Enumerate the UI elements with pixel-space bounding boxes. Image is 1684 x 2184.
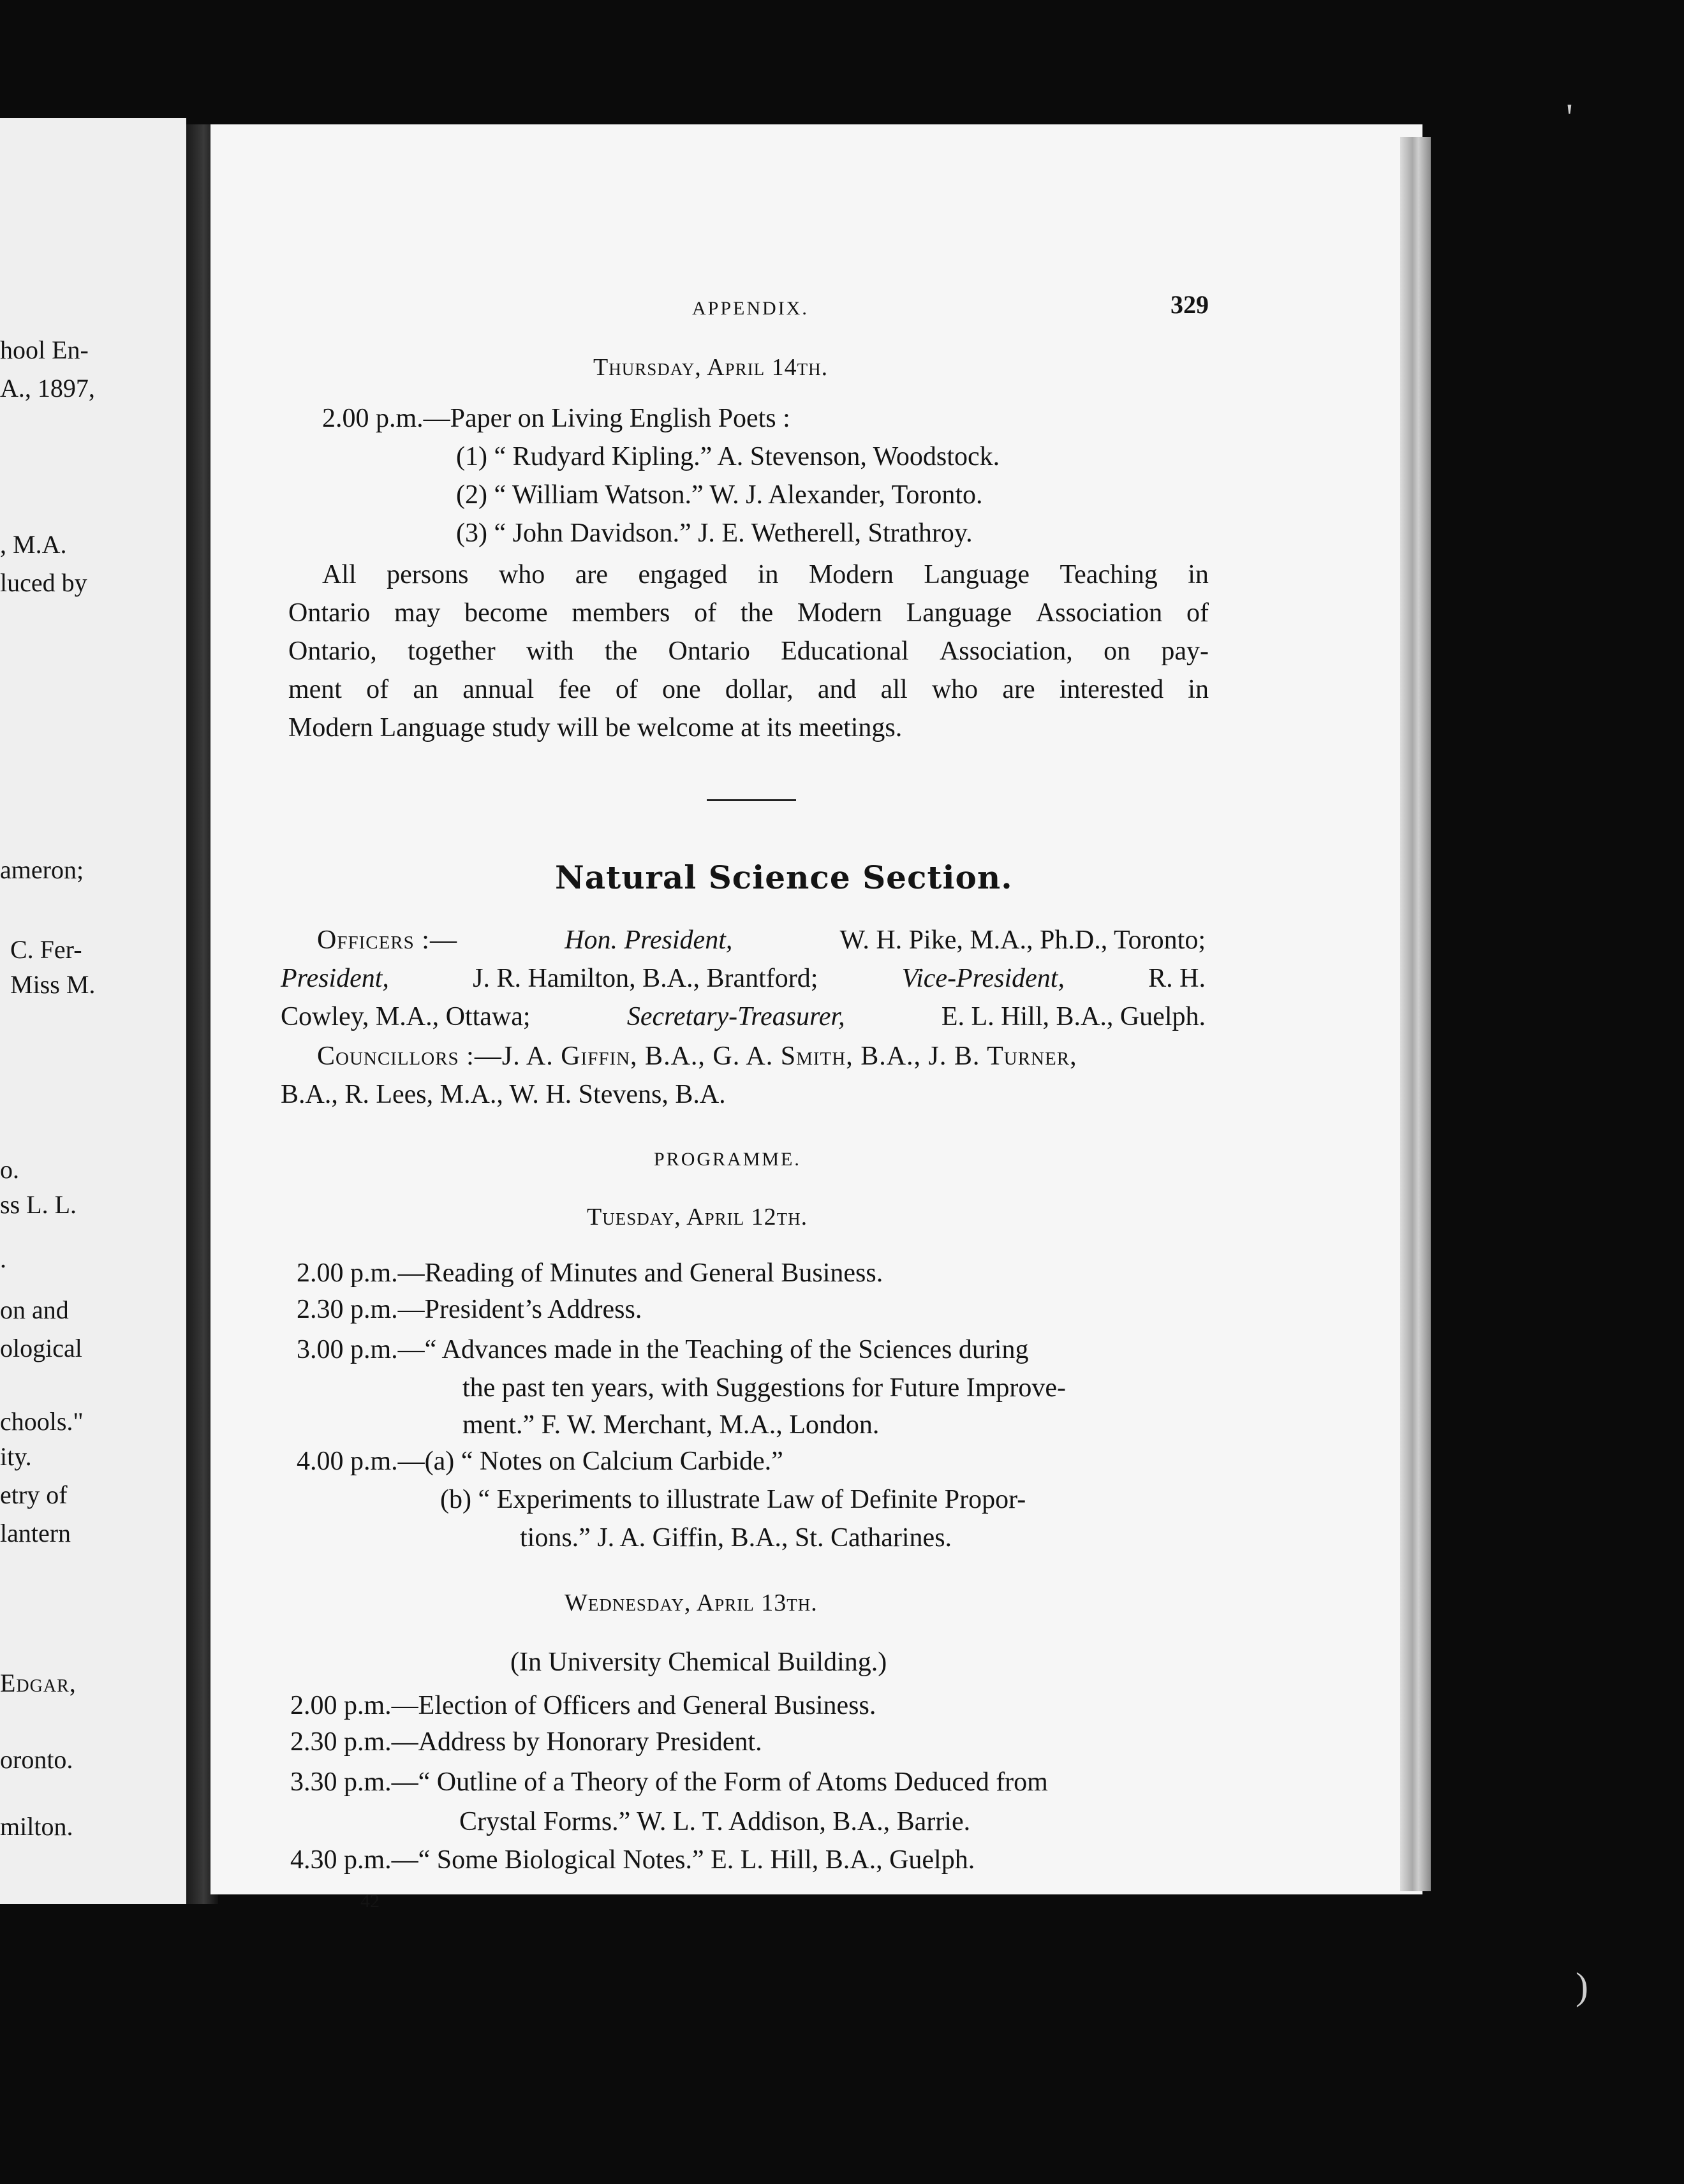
programme-line: Crystal Forms.” W. L. T. Addison, B.A., Barrie. bbox=[459, 1807, 971, 1836]
paragraph-word: Ontario, bbox=[288, 637, 377, 666]
paragraph-word: of bbox=[1186, 598, 1209, 628]
paragraph-word: in bbox=[1188, 560, 1209, 589]
paragraph-word: dollar, bbox=[725, 675, 794, 704]
paragraph-word: persons bbox=[387, 560, 469, 589]
paragraph-word: are bbox=[1002, 675, 1035, 704]
tuesday-heading: Tuesday, April 12th. bbox=[587, 1204, 808, 1230]
officers-line bbox=[317, 1040, 1206, 1073]
programme-line: 2.30 p.m.—President’s Address. bbox=[297, 1295, 642, 1324]
paragraph-word: annual bbox=[462, 675, 535, 704]
left-fragment: o. bbox=[0, 1155, 19, 1184]
paragraph-word: Modern bbox=[808, 560, 894, 589]
paragraph-word: interested bbox=[1059, 675, 1164, 704]
paragraph-word: and bbox=[817, 675, 857, 704]
film-speck: ) bbox=[1576, 1965, 1588, 2007]
programme-line: the past ten years, with Suggestions for Future Improve- bbox=[462, 1373, 1066, 1403]
paragraph-word: Teaching bbox=[1060, 560, 1158, 589]
left-fragment: Miss M. bbox=[10, 970, 96, 999]
paragraph-word: who bbox=[931, 675, 979, 704]
left-fragment: ss L. L. bbox=[0, 1190, 77, 1219]
left-fragment: lantern bbox=[0, 1519, 71, 1547]
paragraph-line bbox=[322, 558, 1209, 591]
paragraph-line bbox=[288, 673, 1209, 706]
programme-line: (1) “ Rudyard Kipling.” A. Stevenson, Woodstock. bbox=[456, 442, 1000, 471]
left-fragment: luced by bbox=[0, 568, 87, 597]
officers-phrase: E. L. Hill, B.A., Guelph. bbox=[941, 1002, 1206, 1031]
paragraph-word: Ontario bbox=[668, 637, 750, 666]
paragraph-word: Association, bbox=[939, 637, 1073, 666]
officers-line bbox=[281, 962, 1206, 995]
officers-phrase: B.A., R. Lees, M.A., W. H. Stevens, B.A. bbox=[281, 1080, 726, 1109]
left-facing-page bbox=[0, 118, 186, 1904]
paragraph-word: of bbox=[366, 675, 389, 704]
paragraph-word: in bbox=[757, 560, 779, 589]
paragraph-line bbox=[288, 596, 1209, 630]
programme-line: 3.30 p.m.—“ Outline of a Theory of the Form of Atoms Deduced from bbox=[290, 1767, 1048, 1797]
paragraph-word: one bbox=[662, 675, 701, 704]
section-title: Natural Science Section. bbox=[555, 859, 1013, 896]
page-edge bbox=[1400, 137, 1431, 1891]
programme-line: 2.00 p.m.—Reading of Minutes and General Business. bbox=[297, 1258, 883, 1288]
officers-phrase: Cowley, M.A., Ottawa; bbox=[281, 1002, 531, 1031]
paragraph-word: Language bbox=[906, 598, 1012, 628]
programme-line: (2) “ William Watson.” W. J. Alexander, Toronto. bbox=[456, 480, 983, 510]
programme-line: 4.30 p.m.—“ Some Biological Notes.” E. L. Hill, B.A., Guelph. bbox=[290, 1845, 975, 1875]
officers-phrase: Councillors :—J. A. Giffin, B.A., G. A. Smith, B.A., J. B. Turner, bbox=[317, 1042, 1077, 1071]
programme-line: 2.00 p.m.—Election of Officers and General Business. bbox=[290, 1691, 876, 1720]
programme-heading: PROGRAMME. bbox=[654, 1149, 801, 1170]
officers-phrase: President, bbox=[281, 964, 389, 993]
left-fragment: ity. bbox=[0, 1442, 32, 1471]
wednesday-heading: Wednesday, April 13th. bbox=[565, 1590, 818, 1616]
paragraph-word: become bbox=[464, 598, 548, 628]
thursday-heading: Thursday, April 14th. bbox=[593, 354, 829, 381]
programme-line: ment.” F. W. Merchant, M.A., London. bbox=[462, 1410, 880, 1440]
paragraph-word: the bbox=[604, 637, 638, 666]
paragraph-word: with bbox=[526, 637, 574, 666]
officers-line bbox=[317, 924, 1206, 957]
paragraph-line bbox=[288, 635, 1209, 668]
left-fragment: oronto. bbox=[0, 1745, 73, 1774]
running-title: APPENDIX. bbox=[692, 298, 809, 319]
programme-line: 4.00 p.m.—(a) “ Notes on Calcium Carbide.” bbox=[297, 1447, 783, 1476]
officers-phrase: Secretary-Treasurer, bbox=[626, 1002, 845, 1031]
programme-line: (b) “ Experiments to illustrate Law of Definite Propor- bbox=[440, 1485, 1026, 1514]
paragraph-word: Association bbox=[1035, 598, 1163, 628]
location-note: (In University Chemical Building.) bbox=[510, 1648, 887, 1677]
paragraph-word: the bbox=[740, 598, 774, 628]
officers-phrase: Hon. President, bbox=[565, 926, 733, 955]
left-fragment: Edgar, bbox=[0, 1669, 77, 1697]
page-number: 329 bbox=[1171, 290, 1209, 319]
paragraph-word: Language bbox=[924, 560, 1030, 589]
programme-line: tions.” J. A. Giffin, B.A., St. Catharines. bbox=[520, 1523, 952, 1553]
officers-line bbox=[281, 1078, 726, 1111]
officers-phrase: Officers :— bbox=[317, 926, 457, 955]
section-divider bbox=[707, 799, 796, 801]
left-fragment: on and bbox=[0, 1295, 69, 1324]
paragraph-word: All bbox=[322, 560, 357, 589]
left-fragment: C. Fer- bbox=[10, 935, 82, 964]
film-speck: ' bbox=[1566, 96, 1573, 138]
paragraph-line bbox=[288, 711, 902, 744]
officers-phrase: J. R. Hamilton, B.A., Brantford; bbox=[473, 964, 818, 993]
programme-line: 3.00 p.m.—“ Advances made in the Teaching of the Sciences during bbox=[297, 1335, 1029, 1364]
paragraph-word: members bbox=[572, 598, 670, 628]
paragraph-word: together bbox=[408, 637, 496, 666]
paragraph-word: engaged bbox=[638, 560, 728, 589]
left-fragment: milton. bbox=[0, 1812, 73, 1841]
paragraph-word: all bbox=[880, 675, 908, 704]
left-fragment: A., 1897, bbox=[0, 374, 95, 402]
left-fragment: . bbox=[0, 1244, 6, 1273]
paragraph-word: are bbox=[575, 560, 608, 589]
paragraph-word: who bbox=[498, 560, 545, 589]
left-fragment: etry of bbox=[0, 1480, 68, 1509]
paragraph-word: Modern bbox=[797, 598, 882, 628]
programme-line: (3) “ John Davidson.” J. E. Wetherell, Strathroy. bbox=[456, 519, 973, 548]
left-fragment: ameron; bbox=[0, 855, 84, 884]
paragraph-word: Ontario bbox=[288, 598, 371, 628]
officers-phrase: R. H. bbox=[1148, 964, 1206, 993]
paragraph-word: in bbox=[1188, 675, 1209, 704]
left-fragment: , M.A. bbox=[0, 530, 67, 559]
programme-line: 2.30 p.m.—Address by Honorary President. bbox=[290, 1727, 762, 1757]
paragraph-word: Educational bbox=[781, 637, 909, 666]
officers-phrase: Vice-President, bbox=[901, 964, 1065, 993]
paragraph-word: an bbox=[413, 675, 439, 704]
paragraph-word: ment bbox=[288, 675, 342, 704]
paragraph-word: fee bbox=[558, 675, 591, 704]
officers-line bbox=[281, 1000, 1206, 1033]
left-fragment: chools." bbox=[0, 1407, 84, 1436]
signature-mark: 42 bbox=[360, 1891, 380, 1912]
paragraph-word: of bbox=[615, 675, 638, 704]
programme-line: 2.00 p.m.—Paper on Living English Poets : bbox=[322, 404, 790, 433]
left-fragment: ological bbox=[0, 1334, 82, 1362]
officers-phrase: W. H. Pike, M.A., Ph.D., Toronto; bbox=[839, 926, 1206, 955]
paragraph-word: Modern Language study will be welcome at its meetings. bbox=[288, 713, 903, 742]
paragraph-word: may bbox=[394, 598, 441, 628]
paragraph-word: of bbox=[694, 598, 717, 628]
paragraph-word: on bbox=[1104, 637, 1131, 666]
left-fragment: hool En- bbox=[0, 336, 89, 364]
paragraph-word: pay- bbox=[1161, 637, 1209, 666]
